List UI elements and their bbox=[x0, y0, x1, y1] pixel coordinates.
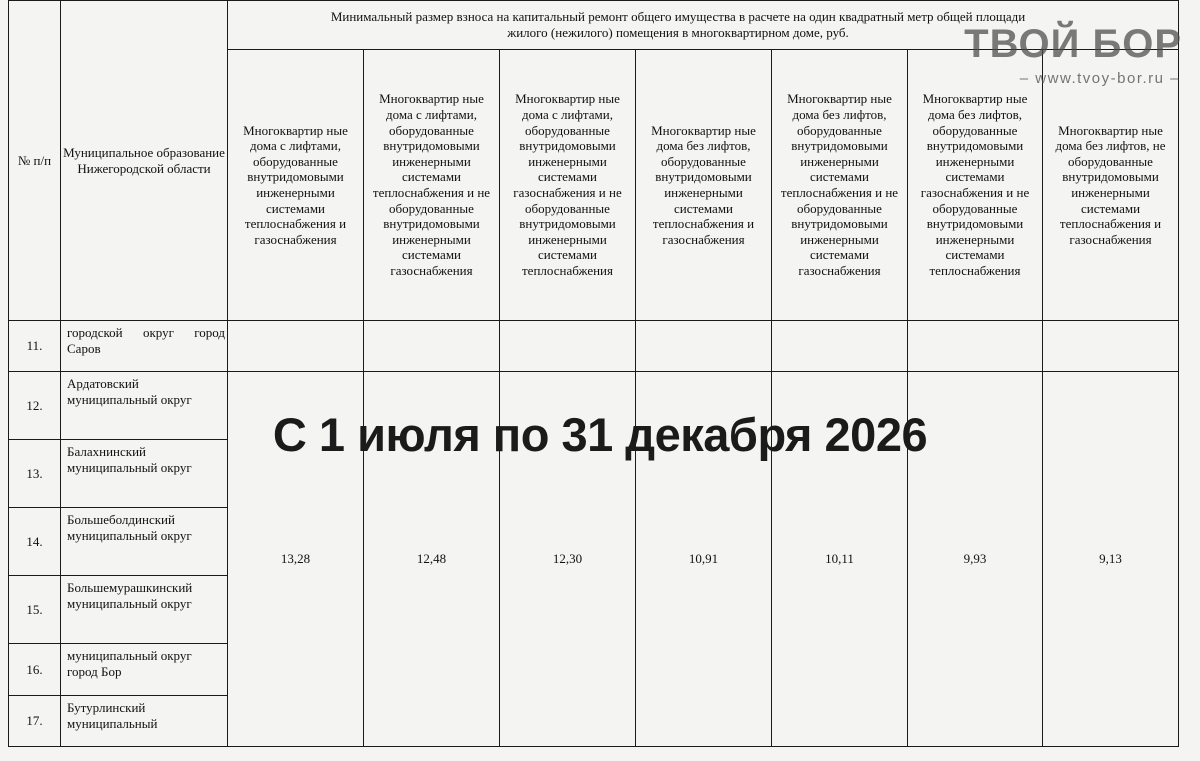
site-url: – www.tvoy-bor.ru – bbox=[1019, 70, 1180, 87]
column-header-number: № п/п bbox=[9, 1, 61, 321]
category-header: Многоквартир ные дома без лифтов, оборудованные внутридомовыми инженерными системами теплоснабжения и не оборудованные внутридомовыми инженерными системами газоснабжения bbox=[772, 50, 908, 321]
site-logo: ТВОЙ БОР bbox=[964, 22, 1182, 66]
municipality-name: Большеболдинский муниципальный округ bbox=[61, 508, 228, 576]
row-number: 16. bbox=[9, 644, 61, 696]
contribution-table bbox=[8, 0, 1179, 747]
category-header: Многоквартир ные дома без лифтов, оборудованные внутридомовыми инженерными системами теплоснабжения и газоснабжения bbox=[636, 50, 772, 321]
value-cell: 9,93 bbox=[908, 372, 1043, 747]
row-number: 14. bbox=[9, 508, 61, 576]
category-header: Многоквартир ные дома без лифтов, не оборудованные внутридомовыми инженерными системами теплоснабжения и газоснабжения bbox=[1043, 50, 1179, 321]
value-cell: 12,30 bbox=[500, 372, 636, 747]
value-cell: 10,11 bbox=[772, 372, 908, 747]
category-header: Многоквартир ные дома с лифтами, оборудованные внутридомовыми инженерными системами теплоснабжения и газоснабжения bbox=[228, 50, 364, 321]
empty-cell bbox=[500, 321, 636, 372]
group-header: Минимальный размер взноса на капитальный ремонт общего имущества в расчете на один квадратный метр общей площади жилого (нежилого) помещения в многоквартирном доме, руб. bbox=[228, 1, 1179, 50]
row-number: 12. bbox=[9, 372, 61, 440]
category-header: Многоквартир ные дома без лифтов, оборудованные внутридомовыми инженерными системами газоснабжения и не оборудованные внутридомовыми инженерными системами теплоснабжения bbox=[908, 50, 1043, 321]
value-cell: 13,28 bbox=[228, 372, 364, 747]
empty-cell bbox=[772, 321, 908, 372]
empty-cell bbox=[1043, 321, 1179, 372]
empty-cell bbox=[228, 321, 364, 372]
row-number: 15. bbox=[9, 576, 61, 644]
row-number: 13. bbox=[9, 440, 61, 508]
municipality-name: муниципальный округ город Бор bbox=[61, 644, 228, 696]
table-row bbox=[9, 321, 1179, 372]
municipality-name: Балахнинский муниципальный округ bbox=[61, 440, 228, 508]
value-cell: 9,13 bbox=[1043, 372, 1179, 747]
empty-cell bbox=[364, 321, 500, 372]
value-cell: 10,91 bbox=[636, 372, 772, 747]
category-header: Многоквартир ные дома с лифтами, оборудованные внутридомовыми инженерными системами газоснабжения и не оборудованные внутридомовыми инженерными системами теплоснабжения bbox=[500, 50, 636, 321]
municipality-name: Ардатовский муниципальный округ bbox=[61, 372, 228, 440]
municipality-name: городской округ город Саров bbox=[61, 321, 228, 372]
value-cell: 12,48 bbox=[364, 372, 500, 747]
municipality-name: Бутурлинский муниципальный bbox=[61, 696, 228, 747]
municipality-name: Большемурашкинский муниципальный округ bbox=[61, 576, 228, 644]
date-banner: С 1 июля по 31 декабря 2026 bbox=[272, 408, 928, 461]
empty-cell bbox=[908, 321, 1043, 372]
row-number: 11. bbox=[9, 321, 61, 372]
column-header-municipality: Муниципальное образование Нижегородской области bbox=[61, 1, 228, 321]
category-header: Многоквартир ные дома с лифтами, оборудованные внутридомовыми инженерными системами теплоснабжения и не оборудованные внутридомовыми инженерными системами газоснабжения bbox=[364, 50, 500, 321]
row-number: 17. bbox=[9, 696, 61, 747]
empty-cell bbox=[636, 321, 772, 372]
